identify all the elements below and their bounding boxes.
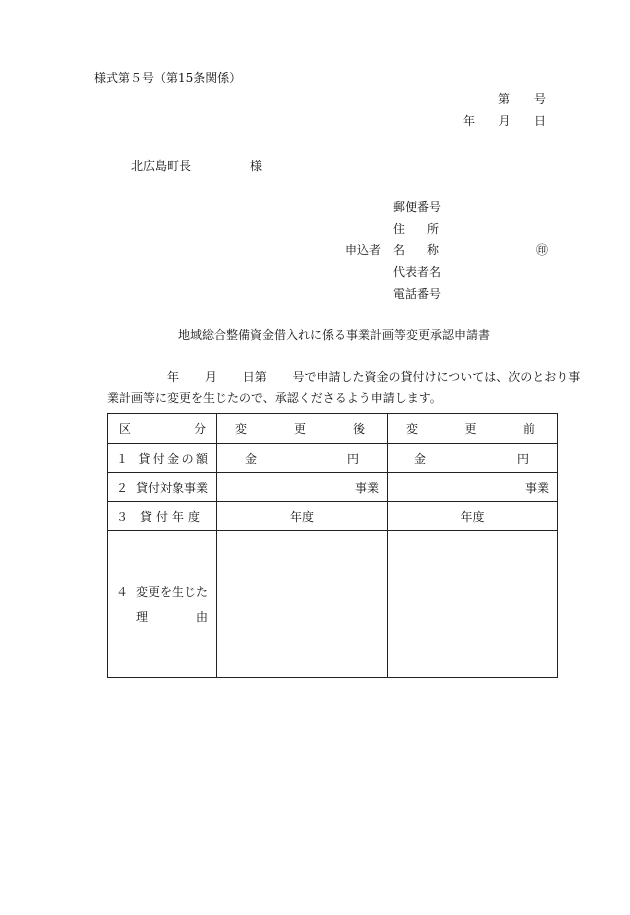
document-title: 地域総合整備資金借入れに係る事業計画等変更承認申請書 bbox=[178, 328, 491, 342]
form-number: 様式第５号（第15条関係） bbox=[94, 71, 242, 85]
body-line-1 bbox=[167, 368, 580, 385]
name-char-1: 名 bbox=[393, 243, 406, 257]
row-3-label-char-4: 度 bbox=[188, 509, 201, 524]
table-row bbox=[108, 502, 558, 531]
address-char-2: 所 bbox=[426, 222, 439, 236]
header-after-char-1: 変 bbox=[235, 422, 248, 436]
row-1-after bbox=[217, 444, 388, 473]
row-1-label-char-3: 金 bbox=[167, 451, 180, 466]
row-3-after-unit: 年度 bbox=[290, 509, 315, 524]
row-1-after-prefix: 金 bbox=[245, 451, 258, 466]
row-2-label bbox=[108, 473, 217, 502]
row-4-label-text: 変更を生じた bbox=[136, 585, 209, 599]
issue-date bbox=[463, 112, 546, 129]
row-1-after-unit: 円 bbox=[347, 451, 360, 466]
header-after bbox=[217, 414, 388, 444]
row-3-num: ３ bbox=[116, 509, 129, 524]
row-3-before bbox=[388, 502, 558, 531]
row-3-before-unit: 年度 bbox=[460, 509, 485, 524]
document-number-suffix: 号 bbox=[533, 92, 546, 106]
body-year: 年 bbox=[167, 370, 180, 384]
document-number bbox=[498, 90, 546, 107]
table-row bbox=[108, 473, 558, 502]
row-2-num: ２ bbox=[116, 480, 129, 495]
row-1-label-char-2: 付 bbox=[152, 451, 165, 466]
body-month: 月 bbox=[204, 370, 217, 384]
addressee-honorific: 様 bbox=[250, 159, 263, 173]
row-3-label-char-1: 貸 bbox=[140, 509, 153, 524]
applicant-role-label: 申込者 bbox=[345, 243, 382, 257]
row-3-label-char-3: 年 bbox=[172, 509, 185, 524]
applicant-postal-label: 郵便番号 bbox=[393, 200, 442, 214]
row-4-label-char-1: 理 bbox=[136, 610, 149, 624]
row-3-after bbox=[217, 502, 388, 531]
row-4-before bbox=[388, 531, 558, 678]
header-after-char-3: 後 bbox=[353, 422, 366, 436]
table-row bbox=[108, 444, 558, 473]
header-after-char-2: 更 bbox=[294, 422, 307, 436]
header-category-char-2: 分 bbox=[194, 422, 207, 436]
row-1-label-char-4: の bbox=[181, 451, 194, 466]
row-4-label-char-2: 由 bbox=[196, 610, 209, 624]
row-2-after-unit: 事業 bbox=[355, 480, 380, 495]
applicant-phone-label: 電話番号 bbox=[393, 287, 442, 301]
row-2-after bbox=[217, 473, 388, 502]
row-1-before bbox=[388, 444, 558, 473]
row-2-before-unit: 事業 bbox=[524, 480, 549, 495]
applicant-name-label bbox=[393, 241, 439, 258]
applicant-representative-label: 代表者名 bbox=[393, 265, 442, 279]
date-day: 日 bbox=[533, 114, 546, 128]
seal-mark: ㊞ bbox=[536, 243, 549, 257]
row-3-label-char-2: 付 bbox=[156, 509, 169, 524]
header-before bbox=[388, 414, 558, 444]
body-day-prefix: 日第 bbox=[242, 370, 267, 384]
row-3-label bbox=[108, 502, 217, 531]
table-header-row bbox=[108, 414, 558, 444]
header-before-char-2: 更 bbox=[464, 422, 477, 436]
document-number-prefix: 第 bbox=[498, 92, 511, 106]
header-before-char-1: 変 bbox=[406, 422, 419, 436]
body-rest: 号で申請した資金の貸付けについては、次のとおり事 bbox=[292, 370, 581, 384]
row-4-label bbox=[108, 531, 217, 678]
addressee-name: 北広島町長 bbox=[131, 159, 192, 173]
header-category-char-1: 区 bbox=[119, 422, 132, 436]
row-4-after bbox=[217, 531, 388, 678]
header-before-char-3: 前 bbox=[522, 422, 535, 436]
address-char-1: 住 bbox=[393, 222, 406, 236]
row-4-num: ４ bbox=[116, 585, 129, 599]
name-char-2: 称 bbox=[426, 243, 439, 257]
row-4-label-line-1 bbox=[116, 583, 208, 600]
row-1-label-char-1: 貸 bbox=[138, 451, 151, 466]
row-1-label bbox=[108, 444, 217, 473]
row-1-num: １ bbox=[116, 451, 129, 466]
change-table bbox=[107, 413, 558, 678]
header-category bbox=[108, 414, 217, 444]
table-row bbox=[108, 531, 558, 678]
row-1-before-unit: 円 bbox=[516, 451, 529, 466]
row-2-label-text: 貸付対象事業 bbox=[136, 480, 209, 495]
row-4-label-line-2 bbox=[116, 608, 208, 625]
row-2-before bbox=[388, 473, 558, 502]
row-1-before-prefix: 金 bbox=[414, 451, 427, 466]
body-line-2: 業計画等に変更を生じたので、承認くださるよう申請します。 bbox=[107, 391, 442, 405]
date-year: 年 bbox=[463, 114, 476, 128]
date-month: 月 bbox=[498, 114, 511, 128]
row-1-label-char-5: 額 bbox=[195, 451, 208, 466]
applicant-address-label bbox=[393, 220, 439, 237]
